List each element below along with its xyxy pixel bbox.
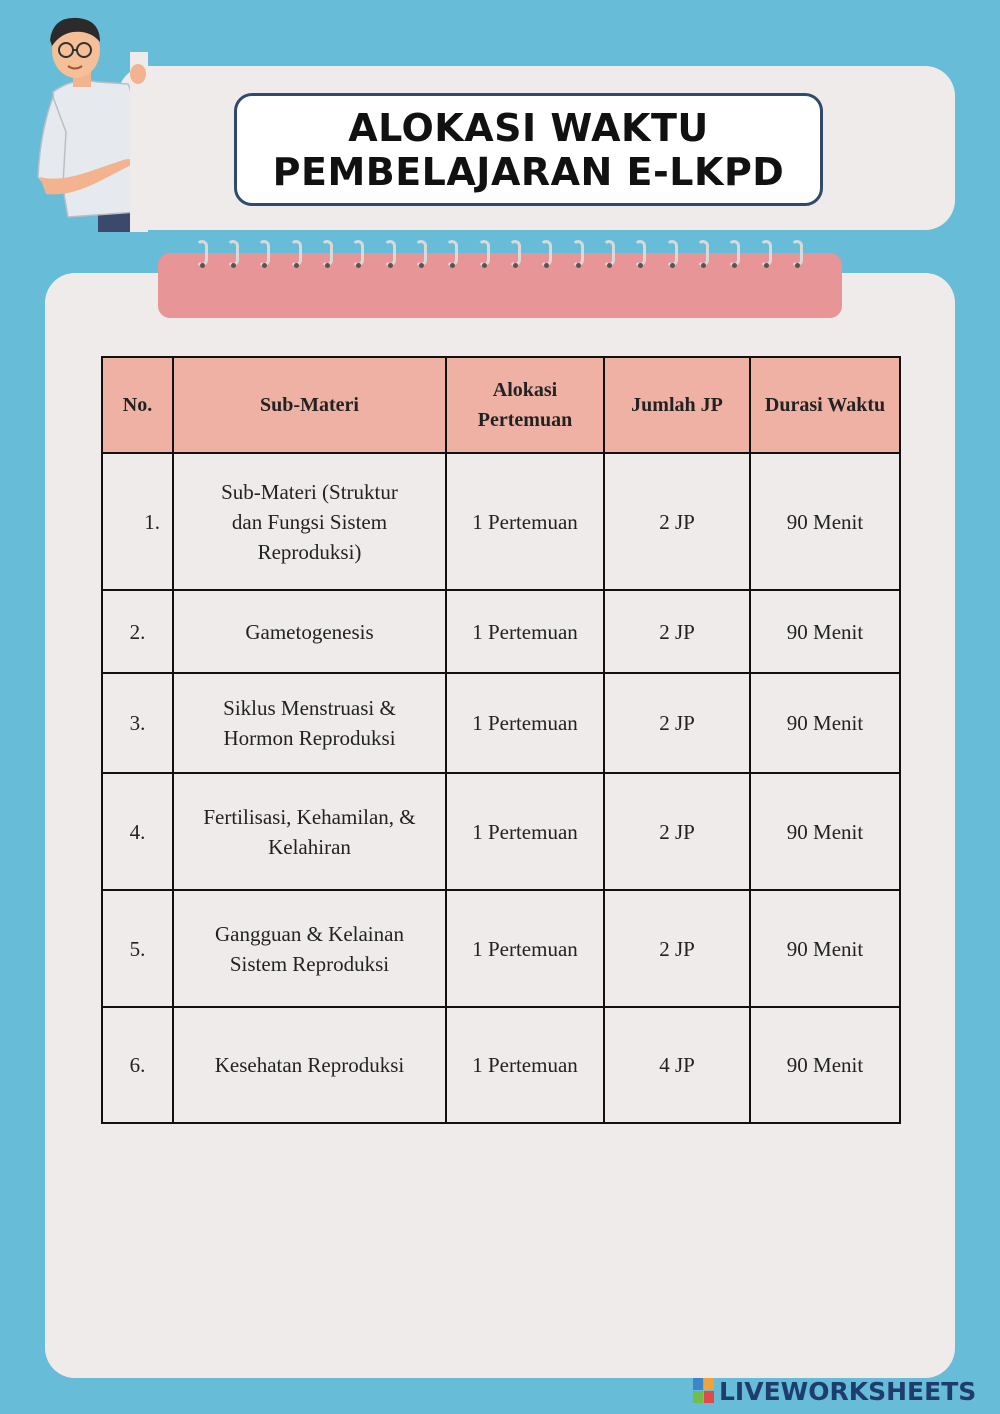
table-row <box>102 890 900 1007</box>
cell-durasi: 90 Menit <box>750 453 900 590</box>
spiral-ring <box>415 240 427 266</box>
spiral-ring <box>509 240 521 266</box>
title-line-2: PEMBELAJARAN E-LKPD <box>272 149 785 194</box>
cell-no: 4. <box>102 773 173 890</box>
spiral-ring <box>196 240 208 266</box>
spiral-ring <box>384 240 396 266</box>
spiral-ring <box>728 240 740 266</box>
cell-durasi: 90 Menit <box>750 1007 900 1123</box>
table-header-row <box>102 357 900 453</box>
cell-sub-materi: Gametogenesis <box>173 590 446 673</box>
table-row <box>102 1007 900 1123</box>
cell-durasi: 90 Menit <box>750 890 900 1007</box>
spiral-ring <box>572 240 584 266</box>
cell-no: 1. <box>102 453 173 590</box>
cell-sub-materi: Kesehatan Reproduksi <box>173 1007 446 1123</box>
liveworksheets-watermark <box>693 1376 976 1406</box>
allocation-table <box>101 356 901 1124</box>
cell-alokasi: 1 Pertemuan <box>446 453 604 590</box>
title-line-1: ALOKASI WAKTU <box>348 105 709 150</box>
table-row <box>102 773 900 890</box>
cell-no: 2. <box>102 590 173 673</box>
cell-jumlah: 2 JP <box>604 590 750 673</box>
cell-sub-materi: Siklus Menstruasi & Hormon Reproduksi <box>173 673 446 773</box>
cell-no: 3. <box>102 673 173 773</box>
cell-alokasi: 1 Pertemuan <box>446 590 604 673</box>
spiral-ring <box>540 240 552 266</box>
cell-jumlah: 4 JP <box>604 1007 750 1123</box>
cell-jumlah: 2 JP <box>604 773 750 890</box>
cell-alokasi: 1 Pertemuan <box>446 890 604 1007</box>
header-jumlah-jp: Jumlah JP <box>604 357 750 453</box>
header-alokasi: Alokasi Pertemuan <box>446 357 604 453</box>
spiral-ring <box>760 240 772 266</box>
cell-sub-materi: Gangguan & Kelainan Sistem Reproduksi <box>173 890 446 1007</box>
cell-jumlah: 2 JP <box>604 673 750 773</box>
spiral-ring <box>258 240 270 266</box>
header-no: No. <box>102 357 173 453</box>
spiral-ring <box>791 240 803 266</box>
cell-durasi: 90 Menit <box>750 773 900 890</box>
cell-alokasi: 1 Pertemuan <box>446 673 604 773</box>
spiral-ring <box>321 240 333 266</box>
spiral-ring <box>352 240 364 266</box>
cell-sub-materi: Fertilisasi, Kehamilan, & Kelahiran <box>173 773 446 890</box>
cell-durasi: 90 Menit <box>750 590 900 673</box>
header-durasi: Durasi Waktu <box>750 357 900 453</box>
cell-sub-materi: Sub-Materi (Struktur dan Fungsi Sistem Reproduksi) <box>173 453 446 590</box>
liveworksheets-logo-icon <box>693 1378 715 1404</box>
spiral-ring <box>697 240 709 266</box>
spiral-ring <box>666 240 678 266</box>
cell-no: 6. <box>102 1007 173 1123</box>
spiral-ring <box>227 240 239 266</box>
header-sub-materi: Sub-Materi <box>173 357 446 453</box>
teacher-character-illustration <box>28 12 148 232</box>
cell-jumlah: 2 JP <box>604 890 750 1007</box>
table-row <box>102 673 900 773</box>
cell-alokasi: 1 Pertemuan <box>446 1007 604 1123</box>
cell-durasi: 90 Menit <box>750 673 900 773</box>
spiral-ring <box>290 240 302 266</box>
title-box <box>234 93 823 206</box>
spiral-ring <box>446 240 458 266</box>
spiral-ring <box>478 240 490 266</box>
watermark-text: LIVEWORKSHEETS <box>719 1376 977 1406</box>
table-row <box>102 590 900 673</box>
cell-jumlah: 2 JP <box>604 453 750 590</box>
spiral-ring <box>603 240 615 266</box>
cell-alokasi: 1 Pertemuan <box>446 773 604 890</box>
cell-no: 5. <box>102 890 173 1007</box>
table-row <box>102 453 900 590</box>
spiral-ring <box>634 240 646 266</box>
